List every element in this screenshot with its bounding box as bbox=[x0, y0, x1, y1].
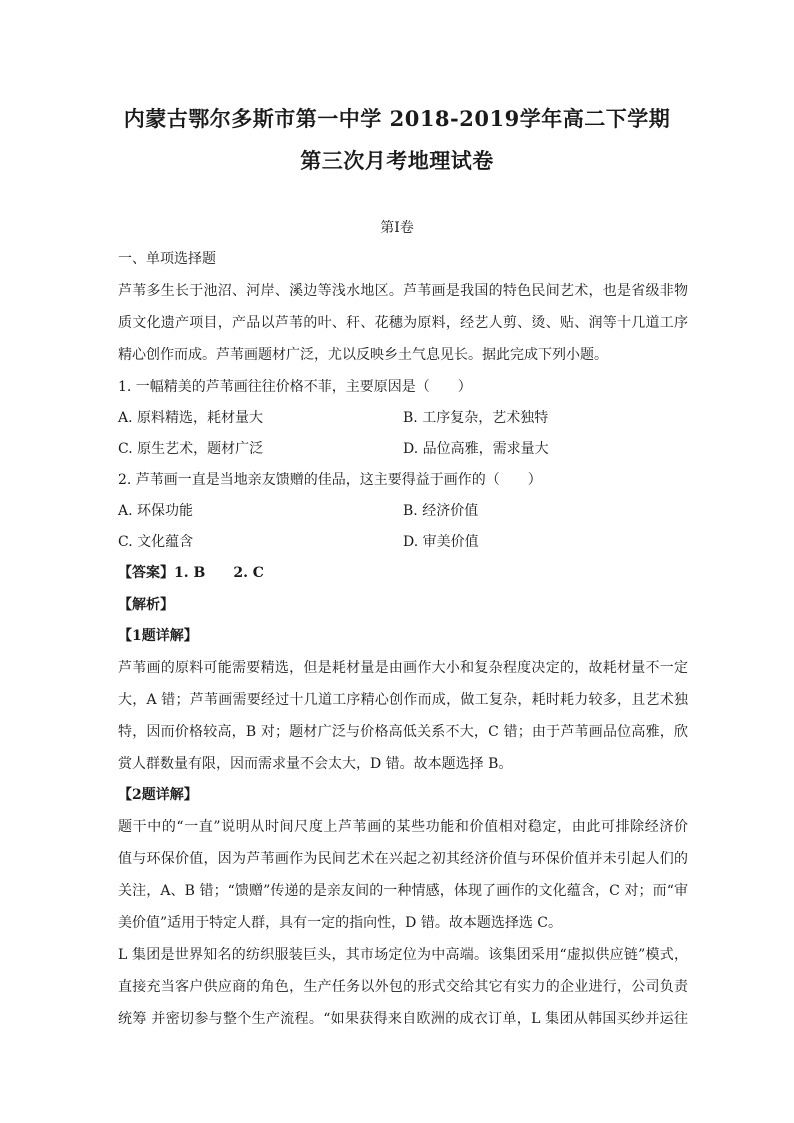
question-1-option-c: C. 原生艺术，题材广泛 bbox=[118, 441, 264, 457]
intro-line: 芦苇多生长于池沼、河岸、溪边等浅水地区。芦苇画是我国的特色民间艺术，也是省级非物 bbox=[118, 283, 688, 299]
question-1-stem: 1. 一幅精美的芦苇画往往价格不菲，主要原因是（ ） bbox=[118, 379, 472, 395]
question-1-option-b: B. 工序复杂，艺术独特 bbox=[403, 410, 549, 426]
detail-1-label: 【1题详解】 bbox=[118, 628, 198, 644]
analysis-label: 【解析】 bbox=[118, 597, 174, 613]
detail-1-line: 特，因而价格较高，B 对；题材广泛与价格高低关系不大，C 错；由于芦苇画品位高雅，欣 bbox=[118, 724, 688, 740]
passage-line: L 集团是世界知名的纺织服装巨头，其市场定位为中高端。该集团采用“虚拟供应链”模式， bbox=[118, 947, 688, 963]
section-heading: 一、单项选择题 bbox=[118, 251, 216, 267]
detail-2-line: 美价值”适用于特定人群，具有一定的指向性，D 错。故本题选择选 C。 bbox=[118, 915, 562, 931]
question-2-stem: 2. 芦苇画一直是当地亲友馈赠的佳品，这主要得益于画作的（ ） bbox=[118, 472, 542, 488]
detail-2-line: 题干中的“一直”说明从时间尺度上芦苇画的某些功能和价值相对稳定，由此可排除经济价 bbox=[118, 819, 688, 835]
question-2-option-c: C. 文化蕴含 bbox=[118, 534, 194, 550]
detail-1-line: 芦苇画的原料可能需要精选，但是耗材量是由画作大小和复杂程度决定的，故耗材量不一定 bbox=[118, 660, 688, 676]
question-2-option-b: B. 经济价值 bbox=[403, 503, 479, 519]
detail-2-label: 【2题详解】 bbox=[118, 787, 198, 803]
detail-1-line: 大，A 错；芦苇画需要经过十几道工序精心创作而成，做工复杂，耗时耗力较多，且艺术独 bbox=[118, 692, 688, 708]
detail-2-line: 值与环保价值，因为芦苇画作为民间艺术在兴起之初其经济价值与环保价值并未引起人们的 bbox=[118, 851, 688, 867]
question-1-option-d: D. 品位高雅，需求量大 bbox=[403, 441, 549, 457]
question-2-option-d: D. 审美价值 bbox=[403, 534, 479, 550]
passage-line: 直接充当客户供应商的角色，生产任务以外包的形式交给其它有实力的企业进行，公司负责 bbox=[118, 979, 688, 995]
answer-line: 【答案】1. B 2. C bbox=[118, 565, 264, 581]
page-subtitle: 第三次月考地理试卷 bbox=[300, 148, 494, 173]
question-2-option-a: A. 环保功能 bbox=[118, 503, 194, 519]
page-title: 内蒙古鄂尔多斯市第一中学 2018-2019学年高二下学期 bbox=[123, 106, 671, 131]
intro-line: 质文化遗产项目，产品以芦苇的叶、秆、花穗为原料，经艺人剪、烫、贴、润等十几道工序 bbox=[118, 315, 688, 331]
detail-2-line: 关注，A、B 错；“馈赠”传递的是亲友间的一种情感，体现了画作的文化蕴含，C 对；而“审 bbox=[118, 883, 688, 899]
volume-heading: 第I卷 bbox=[380, 220, 414, 236]
question-1-option-a: A. 原料精选，耗材量大 bbox=[118, 410, 264, 426]
intro-line: 精心创作而成。芦苇画题材广泛，尤以反映乡土气息见长。据此完成下列小题。 bbox=[118, 347, 608, 363]
detail-1-line: 赏人群数量有限，因而需求量不会太大，D 错。故本题选择 B。 bbox=[118, 756, 513, 772]
passage-line: 统筹 并密切参与整个生产流程。“如果获得来自欧洲的成衣订单，L 集团从韩国买纱并运往 bbox=[118, 1011, 688, 1027]
